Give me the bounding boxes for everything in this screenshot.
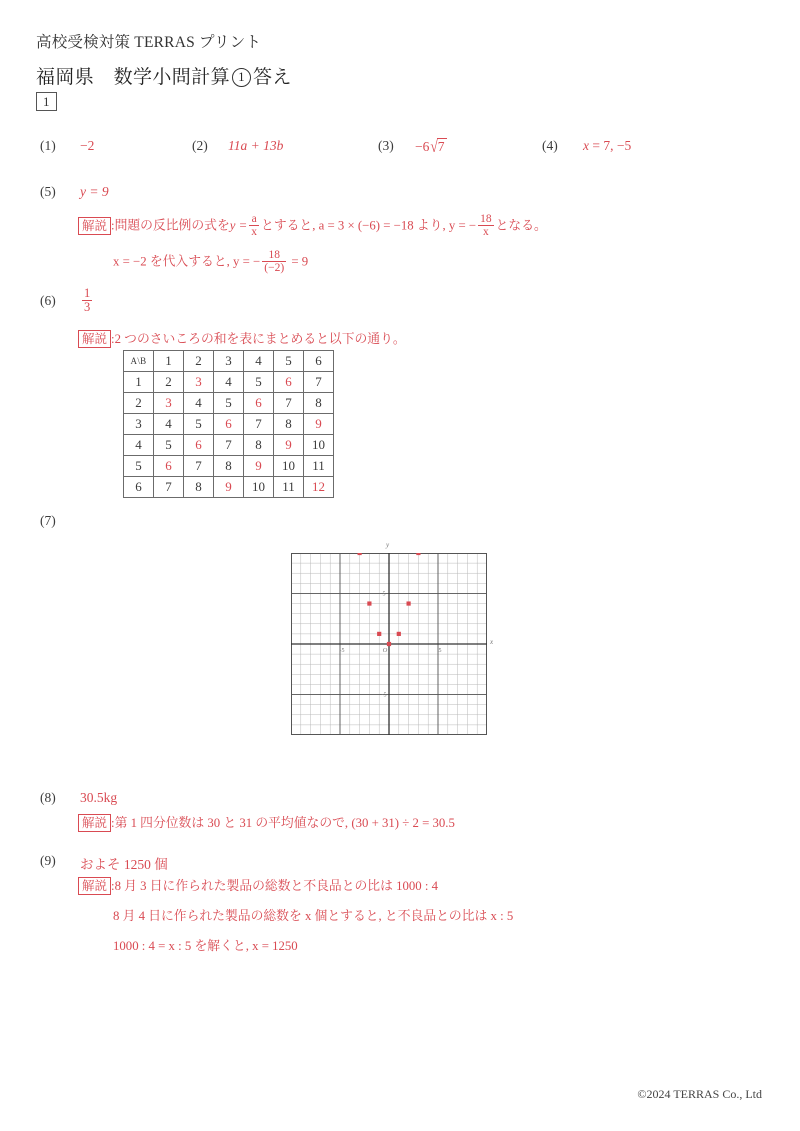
explanation-9-line-3: 1000 : 4 = x : 5 を解くと, x = 1250 (113, 939, 298, 953)
axis-tick-label-x: -5 (339, 648, 345, 654)
table-column-header: 5 (274, 351, 304, 372)
table-row (124, 477, 334, 498)
answer-2: 11a + 13b (228, 138, 284, 153)
explanation-label-9: 解説 (78, 877, 111, 895)
answer-3-coefficient: −6 (415, 139, 430, 154)
table-cell: 4 (154, 414, 184, 435)
table-row (124, 456, 334, 477)
fraction-one-third (82, 287, 92, 314)
table-cell: 5 (244, 372, 274, 393)
question-label-2: (2) (192, 138, 208, 153)
axis-tick-label-y: -5 (381, 692, 387, 699)
section-number-box: 1 (36, 92, 57, 111)
table-row (124, 393, 334, 414)
explanation-6-line-1 (78, 328, 406, 348)
data-point (397, 632, 401, 636)
fraction-numerator: 18 (268, 249, 280, 261)
table-cell: 10 (274, 456, 304, 477)
explanation-label-8: 解説 (78, 814, 111, 832)
question-label-1: (1) (40, 138, 56, 153)
table-cell: 7 (184, 456, 214, 477)
explanation-5-line2-b: = 9 (291, 254, 309, 269)
explanation-5-line-2 (113, 250, 308, 275)
table-row (124, 435, 334, 456)
explanation-5-text-c: とすると, a = 3 × (−6) = −18 より, y = − (261, 218, 477, 233)
answer-1: −2 (80, 138, 95, 153)
fraction-a-over-x (249, 213, 259, 238)
axis-tick-label-origin: O (382, 647, 388, 654)
table-cell: 7 (154, 477, 184, 498)
table-cell: 5 (184, 414, 214, 435)
table-cell: 11 (304, 456, 334, 477)
table-row-header: 2 (124, 393, 154, 414)
explanation-label-5: 解説 (78, 217, 111, 235)
answer-8: 30.5kg (80, 790, 118, 805)
table-row (124, 351, 334, 372)
copyright-notice: ©2024 TERRAS Co., Ltd (637, 1087, 762, 1101)
explanation-9-line-1 (78, 875, 438, 895)
data-point (377, 632, 381, 636)
table-cell: 10 (244, 477, 274, 498)
table-cell: 5 (154, 435, 184, 456)
explanation-5-line2-a: x = −2 を代入すると, y = − (113, 254, 261, 269)
question-label-8: (8) (40, 790, 56, 805)
fraction-numerator: 1 (84, 286, 91, 300)
table-cell: 9 (274, 435, 304, 456)
axis-tick-label-y: 5 (382, 591, 386, 598)
fraction-denominator: (−2) (264, 262, 285, 275)
table-cell: 9 (214, 477, 244, 498)
table-cell: 4 (214, 372, 244, 393)
table-cell: 7 (214, 435, 244, 456)
table-cell: 6 (154, 456, 184, 477)
question-label-5: (5) (40, 184, 56, 199)
square-root-icon: √7 (430, 137, 445, 156)
table-row-header: 5 (124, 456, 154, 477)
table-row (124, 414, 334, 435)
question-label-4: (4) (542, 138, 558, 153)
table-row-header: 3 (124, 414, 154, 435)
table-cell: 7 (304, 372, 334, 393)
table-cell: 3 (184, 372, 214, 393)
answer-5: y = 9 (80, 184, 109, 199)
parabola-graph (291, 541, 494, 735)
dice-sum-table (123, 350, 334, 498)
table-cell: 3 (154, 393, 184, 414)
explanation-9-line-2: 8 月 4 日に作られた製品の総数を x 個とすると, と不良品との比は x : 5 (113, 909, 514, 923)
data-point (358, 553, 362, 555)
data-point (407, 601, 411, 605)
explanation-5-line-1 (78, 214, 547, 239)
table-row-header: 1 (124, 372, 154, 393)
print-series-title: 高校受検対策 TERRAS プリント (36, 34, 262, 51)
table-cell: 6 (244, 393, 274, 414)
table-column-header: 2 (184, 351, 214, 372)
table-cell: 6 (274, 372, 304, 393)
page-title-prefix: 福岡県 数学小問計算 (36, 67, 231, 88)
y-axis-label: y (386, 541, 390, 549)
data-point (367, 601, 371, 605)
question-label-9: (9) (40, 853, 56, 868)
question-label-7: (7) (40, 513, 56, 528)
explanation-5-text-a: :問題の反比例の式を (111, 218, 230, 233)
circled-number-icon: 1 (232, 68, 251, 87)
table-row (124, 372, 334, 393)
answer-3-radicand: 7 (437, 139, 445, 154)
answer-9: およそ 1250 個 (80, 857, 168, 872)
table-column-header: 1 (154, 351, 184, 372)
explanation-label-6: 解説 (78, 330, 111, 348)
fraction-18-over-x (478, 213, 494, 238)
table-cell: 11 (274, 477, 304, 498)
answer-4 (583, 138, 631, 154)
table-cell: 2 (154, 372, 184, 393)
explanation-9-text-1: :8 月 3 日に作られた製品の総数と不良品との比は 1000 : 4 (111, 879, 439, 893)
explanation-8-line-1 (78, 812, 455, 832)
data-point (416, 553, 420, 555)
data-point (387, 642, 391, 646)
table-cell: 8 (184, 477, 214, 498)
fraction-numerator: a (251, 213, 257, 225)
table-row-header: 4 (124, 435, 154, 456)
table-cell: 10 (304, 435, 334, 456)
table-cell: 9 (244, 456, 274, 477)
question-label-6: (6) (40, 293, 56, 308)
explanation-8-text: :第 1 四分位数は 30 と 31 の平均値なので, (30 + 31) ÷ 2 = 30.5 (111, 816, 455, 830)
explanation-5-text-d: となる。 (495, 218, 547, 233)
dice-table-body (124, 351, 334, 498)
explanation-6-text: :2 つのさいころの和を表にまとめると以下の通り。 (111, 332, 406, 346)
table-cell: 6 (184, 435, 214, 456)
axis-tick-label-x: 5 (438, 648, 442, 654)
table-column-header: 3 (214, 351, 244, 372)
answer-4-values: = 7, −5 (592, 138, 632, 153)
table-column-header: 6 (304, 351, 334, 372)
answer-4-variable: x (583, 138, 589, 153)
table-cell: 8 (244, 435, 274, 456)
table-cell: 5 (214, 393, 244, 414)
fraction-numerator: 18 (480, 213, 492, 225)
fraction-18-over-neg2 (262, 249, 286, 274)
table-column-header: 4 (244, 351, 274, 372)
table-cell: 7 (274, 393, 304, 414)
table-cell: 12 (304, 477, 334, 498)
table-cell: 7 (244, 414, 274, 435)
explanation-5-eq: y = (229, 218, 248, 233)
table-cell: 9 (304, 414, 334, 435)
table-cell: 8 (304, 393, 334, 414)
page-title (36, 62, 292, 89)
page-title-suffix: 答え (253, 67, 292, 88)
x-axis-label: x (490, 638, 494, 646)
fraction-denominator: 3 (84, 300, 91, 315)
table-cell: 8 (274, 414, 304, 435)
answer-6 (80, 288, 94, 315)
table-row-header: 6 (124, 477, 154, 498)
table-cell: 4 (184, 393, 214, 414)
table-cell: 6 (214, 414, 244, 435)
question-label-3: (3) (378, 138, 394, 153)
fraction-denominator: x (251, 226, 258, 239)
table-corner-header: A\B (124, 351, 154, 372)
table-cell: 8 (214, 456, 244, 477)
fraction-denominator: x (478, 225, 494, 238)
answer-3 (415, 138, 447, 155)
